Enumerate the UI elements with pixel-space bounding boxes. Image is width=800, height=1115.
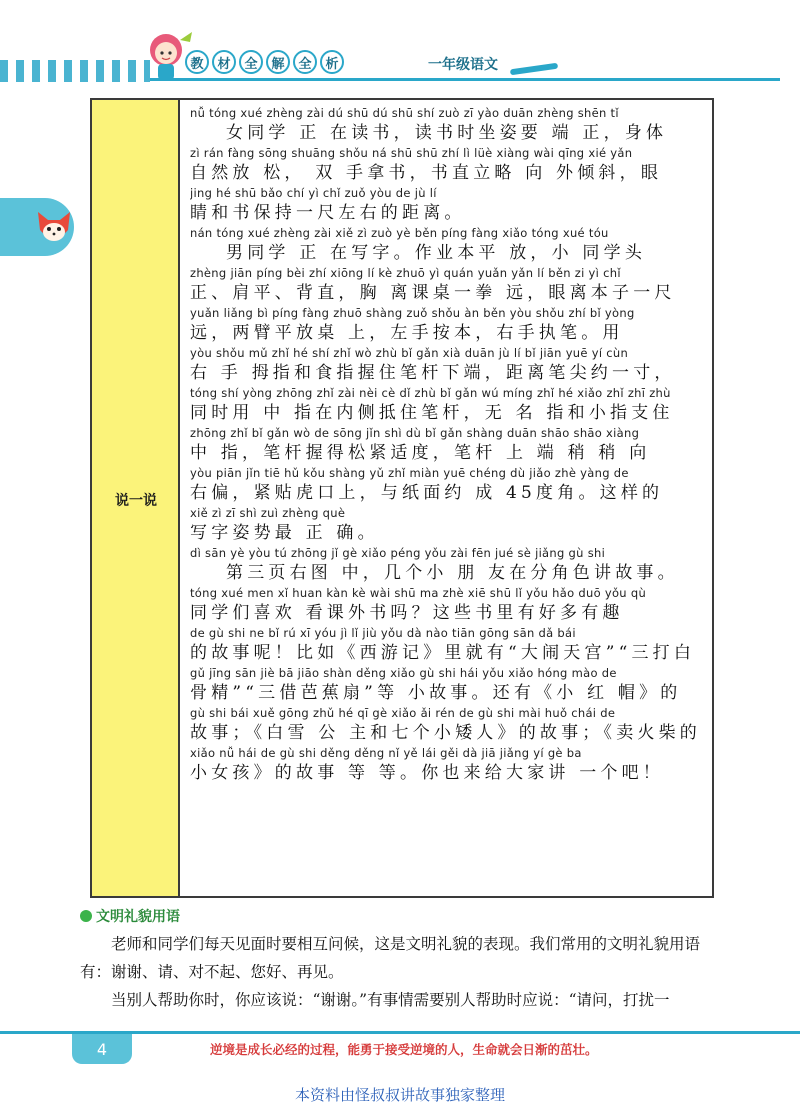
hanzi-line: 正、肩平、背直，胸 离课桌一拳 远，眼离本子一尺 (190, 283, 676, 303)
fox-face-icon (32, 204, 76, 248)
hanzi-line: 写字姿势最 正 确。 (190, 523, 379, 543)
activity-label: 说一说 (115, 493, 157, 509)
pinyin-line: nǚ tóng xué zhèng zài dú shū dú shū shí zuò zī yào duān zhèng shēn tǐ (190, 106, 619, 120)
activity-label-column (92, 100, 180, 896)
pinyin-line: gǔ jīng sān jiè bā jiāo shàn děng xiǎo gù shi hái yǒu xiǎo hóng mào de (190, 666, 617, 680)
page-number: 4 (72, 1034, 132, 1064)
hanzi-line: 骨精”“三借芭蕉扇”等 小故事。还有《小 红 帽》的 (190, 683, 682, 703)
pinyin-line: zhōng zhǐ bǐ gǎn wò de sōng jǐn shì dù bǐ gǎn shàng duān shāo shāo xiàng (190, 426, 640, 440)
title-char: 材 (212, 50, 236, 74)
pinyin-line: gù shi bái xuě gōng zhǔ hé qī gè xiǎo ǎi rén de gù shi mài huǒ chái de (190, 706, 616, 720)
hanzi-line: 的故事呢！比如《西游记》里就有“大闹天宫”“三打白 (190, 643, 696, 663)
pinyin-line: tóng shí yòng zhōng zhǐ zài nèi cè dǐ zhù bǐ gǎn wú míng zhǐ hé xiǎo zhǐ zhī zhù (190, 386, 671, 400)
hanzi-line: 男同学 正 在写字。作业本平 放，小 同学头 (226, 243, 647, 263)
hanzi-line: 远，两臂平放桌 上，左手按本，右手执笔。用 (190, 323, 624, 343)
hanzi-line: 女同学 正 在读书，读书时坐姿要 端 正，身体 (226, 123, 668, 143)
speak-activity-box (90, 98, 714, 898)
title-char: 全 (293, 50, 317, 74)
pencil-icon (510, 63, 558, 76)
activity-text (182, 100, 712, 896)
pinyin-line: xiǎo nǚ hái de gù shi děng děng nǐ yě lái gěi dà jiā jiǎng yí gè ba (190, 746, 582, 760)
pinyin-line: xiě zì zī shì zuì zhèng què (190, 506, 346, 520)
header-pattern (0, 60, 150, 82)
book-title (185, 50, 344, 74)
section-heading (80, 906, 180, 926)
header-rule (150, 78, 780, 81)
hanzi-line: 同学们喜欢 看课外书吗？这些书里有好多有趣 (190, 603, 624, 623)
pinyin-line: yòu shǒu mǔ zhǐ hé shí zhǐ wò zhù bǐ gǎn xià duān jù lí bǐ jiān yuē yí cùn (190, 346, 629, 360)
hanzi-line: 第三页右图 中，几个小 朋 友在分角色讲故事。 (226, 563, 679, 583)
pinyin-line: yuǎn liǎng bì píng fàng zhuō shàng zuǒ shǒu àn běn yòu shǒu zhí bǐ yòng (190, 306, 635, 320)
paragraph: 老师和同学们每天见面时要相互问候，这是文明礼貌的表现。我们常用的文明礼貌用语有：谢谢、请、对不起、您好、再见。 (80, 935, 701, 981)
hanzi-line: 自然放 松， 双 手拿书，书直立略 向 外倾斜，眼 (190, 163, 663, 183)
pinyin-line: jing hé shū bǎo chí yì chǐ zuǒ yòu de jù lí (190, 186, 437, 200)
paragraph: 当别人帮助你时，你应该说：“谢谢。”有事情需要别人帮助时应说：“请问，打扰一 (111, 991, 670, 1009)
hanzi-line: 同时用 中 指在内侧抵住笔杆，无 名 指和小指支住 (190, 403, 674, 423)
title-char: 教 (185, 50, 209, 74)
footer-motto: 逆境是成长必经的过程，能勇于接受逆境的人，生命就会日渐的茁壮。 (210, 1042, 598, 1057)
pinyin-line: nán tóng xué zhèng zài xiě zì zuò yè běn píng fàng xiǎo tóng xué tóu (190, 226, 609, 240)
title-char: 析 (320, 50, 344, 74)
hanzi-line: 小女孩》的故事 等 等。你也来给大家讲 一个吧！ (190, 763, 665, 783)
pinyin-line: de gù shi ne bǐ rú xī yóu jì lǐ jiù yǒu dà nào tiān gōng sān dǎ bái (190, 626, 576, 640)
pinyin-line: dì sān yè yòu tú zhōng jǐ gè xiǎo péng yǒu zài fēn jué sè jiǎng gù shi (190, 546, 606, 560)
grade-label: 一年级语文 (428, 57, 498, 73)
hanzi-line: 故事；《白雪 公 主和七个小矮人》的故事；《卖火柴的 (190, 723, 702, 743)
hanzi-line: 中 指，笔杆握得松紧适度，笔杆 上 端 稍 稍 向 (190, 443, 651, 463)
pinyin-line: zhèng jiān píng bèi zhí xiōng lí kè zhuō yì quán yuǎn yǎn lí běn zi yì chǐ (190, 266, 621, 280)
pinyin-line: zì rán fàng sōng shuāng shǒu ná shū shū zhí lì lüè xiàng wài qīng xié yǎn (190, 146, 633, 160)
title-char: 全 (239, 50, 263, 74)
credit-line: 本资料由怪叔叔讲故事独家整理 (294, 1086, 505, 1104)
hanzi-line: 睛和书保持一尺左右的距离。 (190, 203, 466, 223)
section-title: 文明礼貌用语 (96, 909, 180, 925)
bullet-dot-icon (80, 910, 92, 922)
pinyin-line: tóng xué men xǐ huan kàn kè wài shū ma zhè xiē shū lǐ yǒu hǎo duō yǒu qù (190, 586, 647, 600)
title-char: 解 (266, 50, 290, 74)
hanzi-line: 右 手 拇指和食指握住笔杆下端，距离笔尖约一寸， (190, 363, 676, 383)
pinyin-line: yòu piān jǐn tiē hǔ kǒu shàng yǔ zhǐ miàn yuē chéng dù jiǎo zhè yàng de (190, 466, 629, 480)
hanzi-line: 右偏，紧贴虎口上，与纸面约 成 45度角。这样的 (190, 483, 664, 503)
